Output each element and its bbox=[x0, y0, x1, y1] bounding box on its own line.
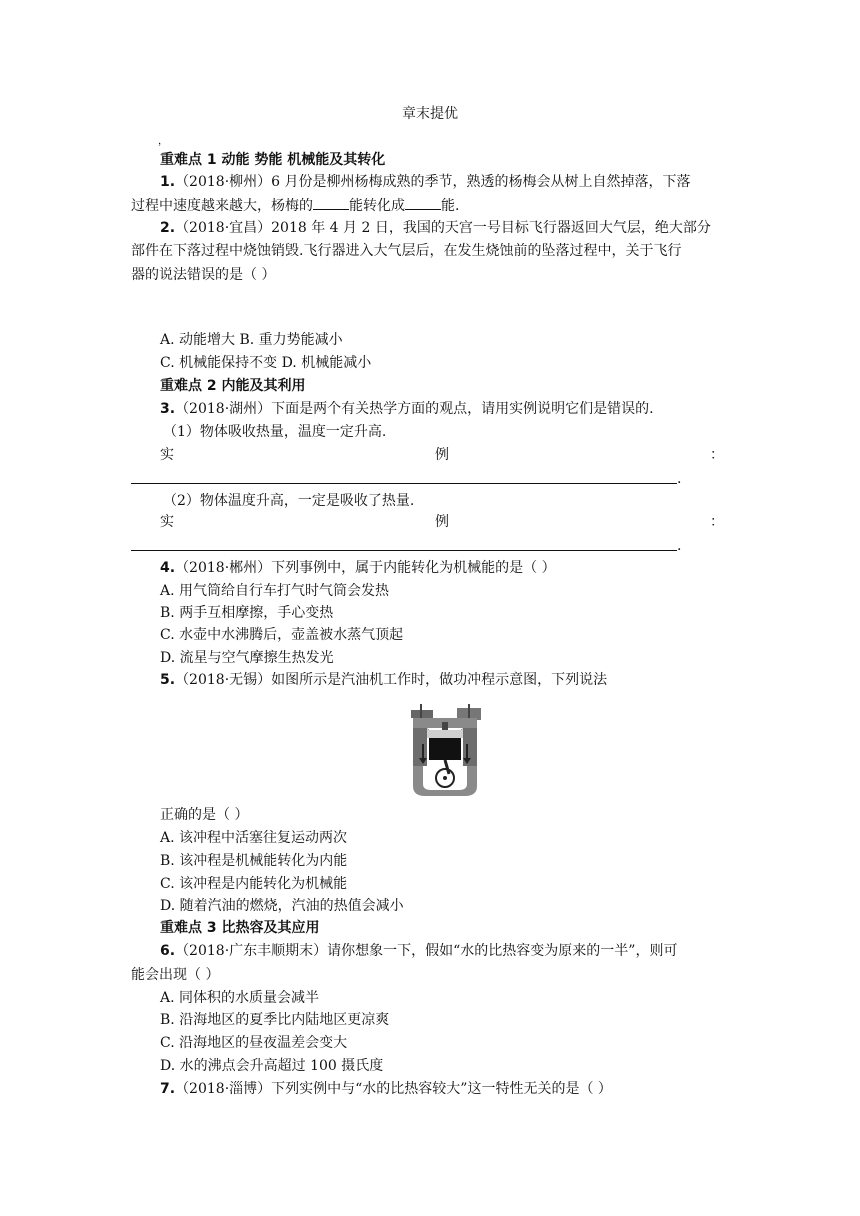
line-end-period: . bbox=[677, 471, 682, 487]
question-6-line-1: 6.（2018·广东丰顺期末）请你想象一下，假如“水的比热容变为原来的一半”，则可 bbox=[160, 943, 678, 959]
section-heading-2: 重难点 2 内能及其利用 bbox=[160, 378, 306, 394]
question-2-options-ab: A. 动能增大 B. 重力势能减小 bbox=[160, 332, 343, 348]
answer-blank[interactable] bbox=[405, 195, 441, 210]
page-title: 章末提优 bbox=[402, 106, 458, 122]
question-5-line-2: 正确的是（ ） bbox=[160, 807, 249, 823]
question-6-option-b: B. 沿海地区的夏季比内陆地区更凉爽 bbox=[160, 1012, 390, 1028]
example-label-row-2: 实 例 ： bbox=[160, 514, 724, 530]
question-4-option-d: D. 流星与空气摩擦生热发光 bbox=[160, 650, 334, 666]
question-6-option-a: A. 同体积的水质量会减半 bbox=[160, 990, 320, 1006]
question-7-line-1: 7.（2018·淄博）下列实例中与“水的比热容较大”这一特性无关的是（ ） bbox=[160, 1081, 612, 1097]
question-6-line-2: 能会出现（ ） bbox=[131, 967, 220, 983]
question-5-option-b: B. 该冲程是机械能转化为内能 bbox=[160, 853, 348, 869]
question-4-option-c: C. 水壶中水沸腾后，壶盖被水蒸气顶起 bbox=[160, 627, 404, 643]
question-2-line-3: 器的说法错误的是（ ） bbox=[131, 267, 276, 283]
question-5-line-1: 5.（2018·无锡）如图所示是汽油机工作时，做功冲程示意图，下列说法 bbox=[160, 672, 608, 688]
question-4-option-a: A. 用气筒给自行车打气时气筒会发热 bbox=[160, 583, 390, 599]
question-4-option-b: B. 两手互相摩擦，手心变热 bbox=[160, 605, 334, 621]
question-5-option-a: A. 该冲程中活塞往复运动两次 bbox=[160, 830, 348, 846]
question-3-part-2: （2）物体温度升高，一定是吸收了热量. bbox=[163, 493, 415, 509]
answer-line-2[interactable] bbox=[131, 550, 677, 551]
stray-mark: ， bbox=[158, 136, 168, 147]
answer-line-1[interactable] bbox=[131, 483, 677, 484]
question-5-option-c: C. 该冲程是内能转化为机械能 bbox=[160, 876, 348, 892]
question-3-line-1: 3.（2018·湖州）下面是两个有关热学方面的观点，请用实例说明它们是错误的. bbox=[160, 401, 654, 417]
question-2-line-1: 2.（2018·宜昌）2018 年 4 月 2 日，我国的天宫一号目标飞行器返回大气层，绝大部分 bbox=[160, 220, 711, 236]
question-6-option-c: C. 沿海地区的昼夜温差会变大 bbox=[160, 1035, 348, 1051]
question-4-line-1: 4.（2018·郴州）下列事例中，属于内能转化为机械能的是（ ） bbox=[160, 560, 556, 576]
answer-blank[interactable] bbox=[313, 195, 349, 210]
question-5-option-d: D. 随着汽油的燃烧，汽油的热值会减小 bbox=[160, 898, 404, 914]
question-1-line-1: 1.（2018·柳州）6 月份是柳州杨梅成熟的季节，熟透的杨梅会从树上自然掉落，下落 bbox=[160, 174, 691, 190]
question-1-line-2: 过程中速度越来越大，杨梅的 能转化成 能. bbox=[131, 195, 459, 216]
question-2-line-2: 部件在下落过程中烧蚀销毁.飞行器进入大气层后，在发生烧蚀前的坠落过程中，关于飞行 bbox=[131, 243, 682, 259]
example-label-row-1: 实 例 ： bbox=[160, 447, 724, 463]
section-heading-1: 重难点 1 动能 势能 机械能及其转化 bbox=[160, 152, 386, 168]
section-heading-3: 重难点 3 比热容及其应用 bbox=[160, 920, 320, 936]
question-2-options-cd: C. 机械能保持不变 D. 机械能减小 bbox=[160, 355, 372, 371]
question-6-option-d: D. 水的沸点会升高超过 100 摄氏度 bbox=[160, 1058, 384, 1074]
line-end-period: . bbox=[677, 538, 682, 554]
question-3-part-1: （1）物体吸收热量，温度一定升高. bbox=[163, 424, 387, 440]
engine-diagram bbox=[405, 704, 485, 799]
